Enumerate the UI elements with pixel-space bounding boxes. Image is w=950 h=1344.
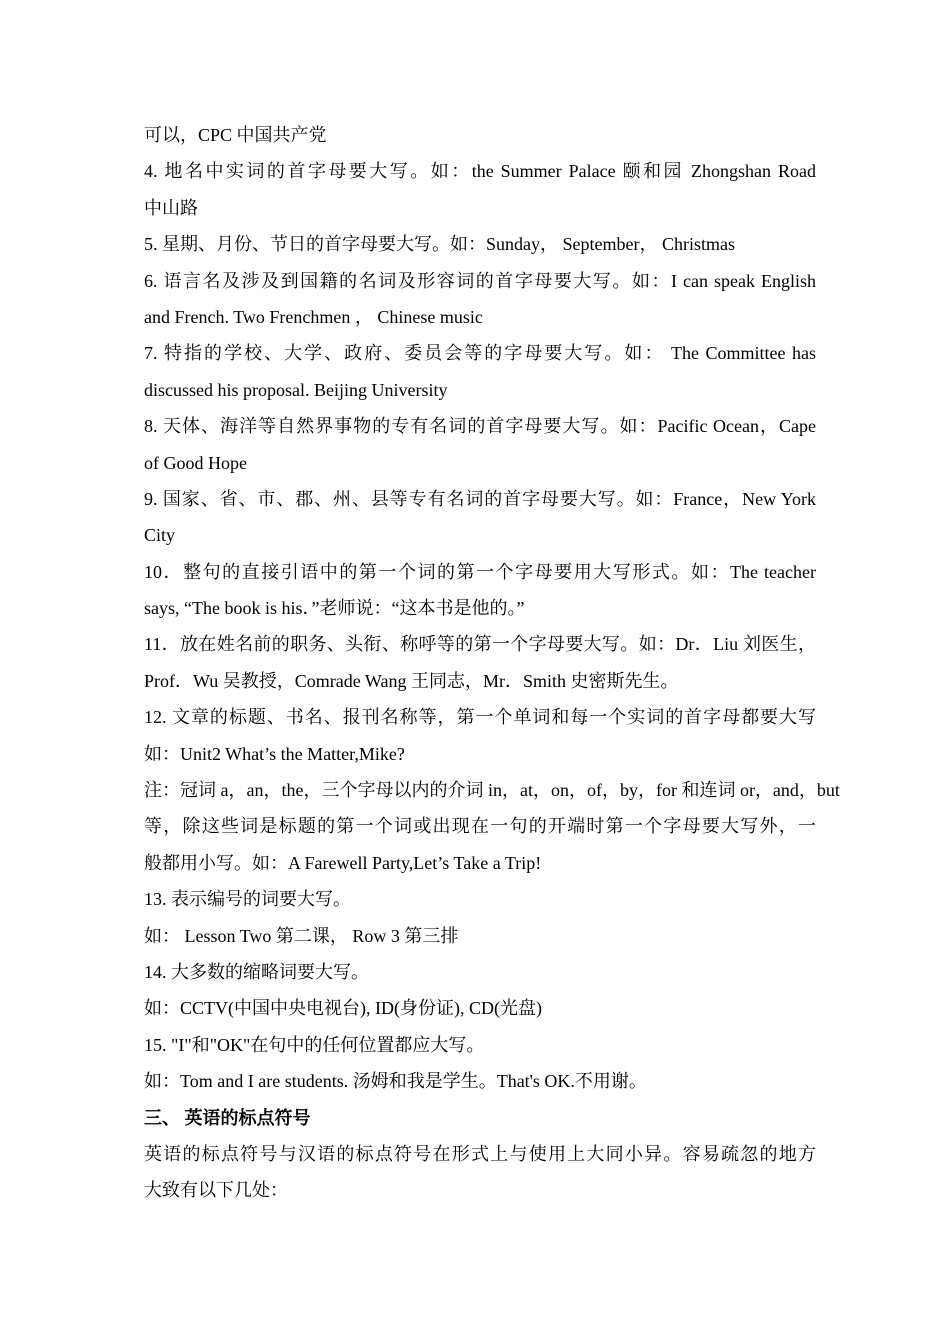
text-line: 9. 国家、省、市、郡、州、县等专有名词的首字母要大写。如：France，New York <box>144 488 816 509</box>
text-line: 7. 特指的学校、大学、政府、委员会等的字母要大写。如： The Committee has <box>144 343 816 364</box>
text-line: 13. 表示编号的词要大写。 <box>144 889 351 910</box>
text-line: 15. "I"和"OK"在句中的任何位置都应大写。 <box>144 1034 485 1055</box>
text-line: 如：CCTV(中国中央电视台), ID(身份证), CD(光盘) <box>144 998 542 1019</box>
text-line: 14. 大多数的缩略词要大写。 <box>144 961 369 982</box>
text-line: 可以，CPC 中国共产党 <box>144 125 327 145</box>
text-line: 10．整句的直接引语中的第一个词的第一个字母要用大写形式。如：The teacher <box>144 561 816 582</box>
text-line: and French. Two Frenchmen ， Chinese music <box>144 306 483 327</box>
text-line: City <box>144 525 176 546</box>
text-line: of Good Hope <box>144 452 247 473</box>
section-heading: 三、 英语的标点符号 <box>144 1107 311 1128</box>
document-page <box>144 117 840 1209</box>
text-line: 中山路 <box>144 197 198 218</box>
text-line: 大致有以下几处： <box>144 1180 288 1201</box>
text-line: 如：Unit2 What’s the Matter,Mike? <box>144 743 405 764</box>
text-line: 4. 地名中实词的首字母要大写。如：the Summer Palace 颐和园 Zhongshan Road <box>144 161 816 182</box>
text-line: 等，除这些词是标题的第一个词或出现在一句的开端时第一个字母要大写外，一 <box>144 816 816 837</box>
text-line: says, “The book is his．”老师说：“这本书是他的。” <box>144 598 525 619</box>
text-line: 般都用小写。如：A Farewell Party,Let’s Take a Trip! <box>144 852 542 873</box>
text-line: 注：冠词 a，an，the，三个字母以内的介词 in，at，on，of，by，for 和连词 or，and，but <box>144 780 840 801</box>
text-line: discussed his proposal. Beijing University <box>144 379 448 400</box>
text-line: 英语的标点符号与汉语的标点符号在形式上与使用上大同小异。容易疏忽的地方 <box>144 1143 816 1164</box>
text-line: 5. 星期、月份、节日的首字母要大写。如：Sunday， September， Christmas <box>144 234 735 255</box>
text-line: 如： Lesson Two 第二课， Row 3 第三排 <box>144 925 459 946</box>
text-line: 11．放在姓名前的职务、头衔、称呼等的第一个字母要大写。如：Dr．Liu 刘医生， <box>144 634 816 655</box>
text-line: 6. 语言名及涉及到国籍的名词及形容词的首字母要大写。如：I can speak English <box>144 270 816 291</box>
text-line: 8. 天体、海洋等自然界事物的专有名词的首字母要大写。如：Pacific Ocean，Cape <box>144 416 816 437</box>
text-line: 如：Tom and I are students. 汤姆和我是学生。That's OK.不用谢。 <box>144 1071 647 1092</box>
text-line: Prof．Wu 吴教授，Comrade Wang 王同志，Mr．Smith 史密斯先生。 <box>144 670 679 691</box>
text-line: 12. 文章的标题、书名、报刊名称等，第一个单词和每一个实词的首字母都要大写 <box>144 707 816 728</box>
